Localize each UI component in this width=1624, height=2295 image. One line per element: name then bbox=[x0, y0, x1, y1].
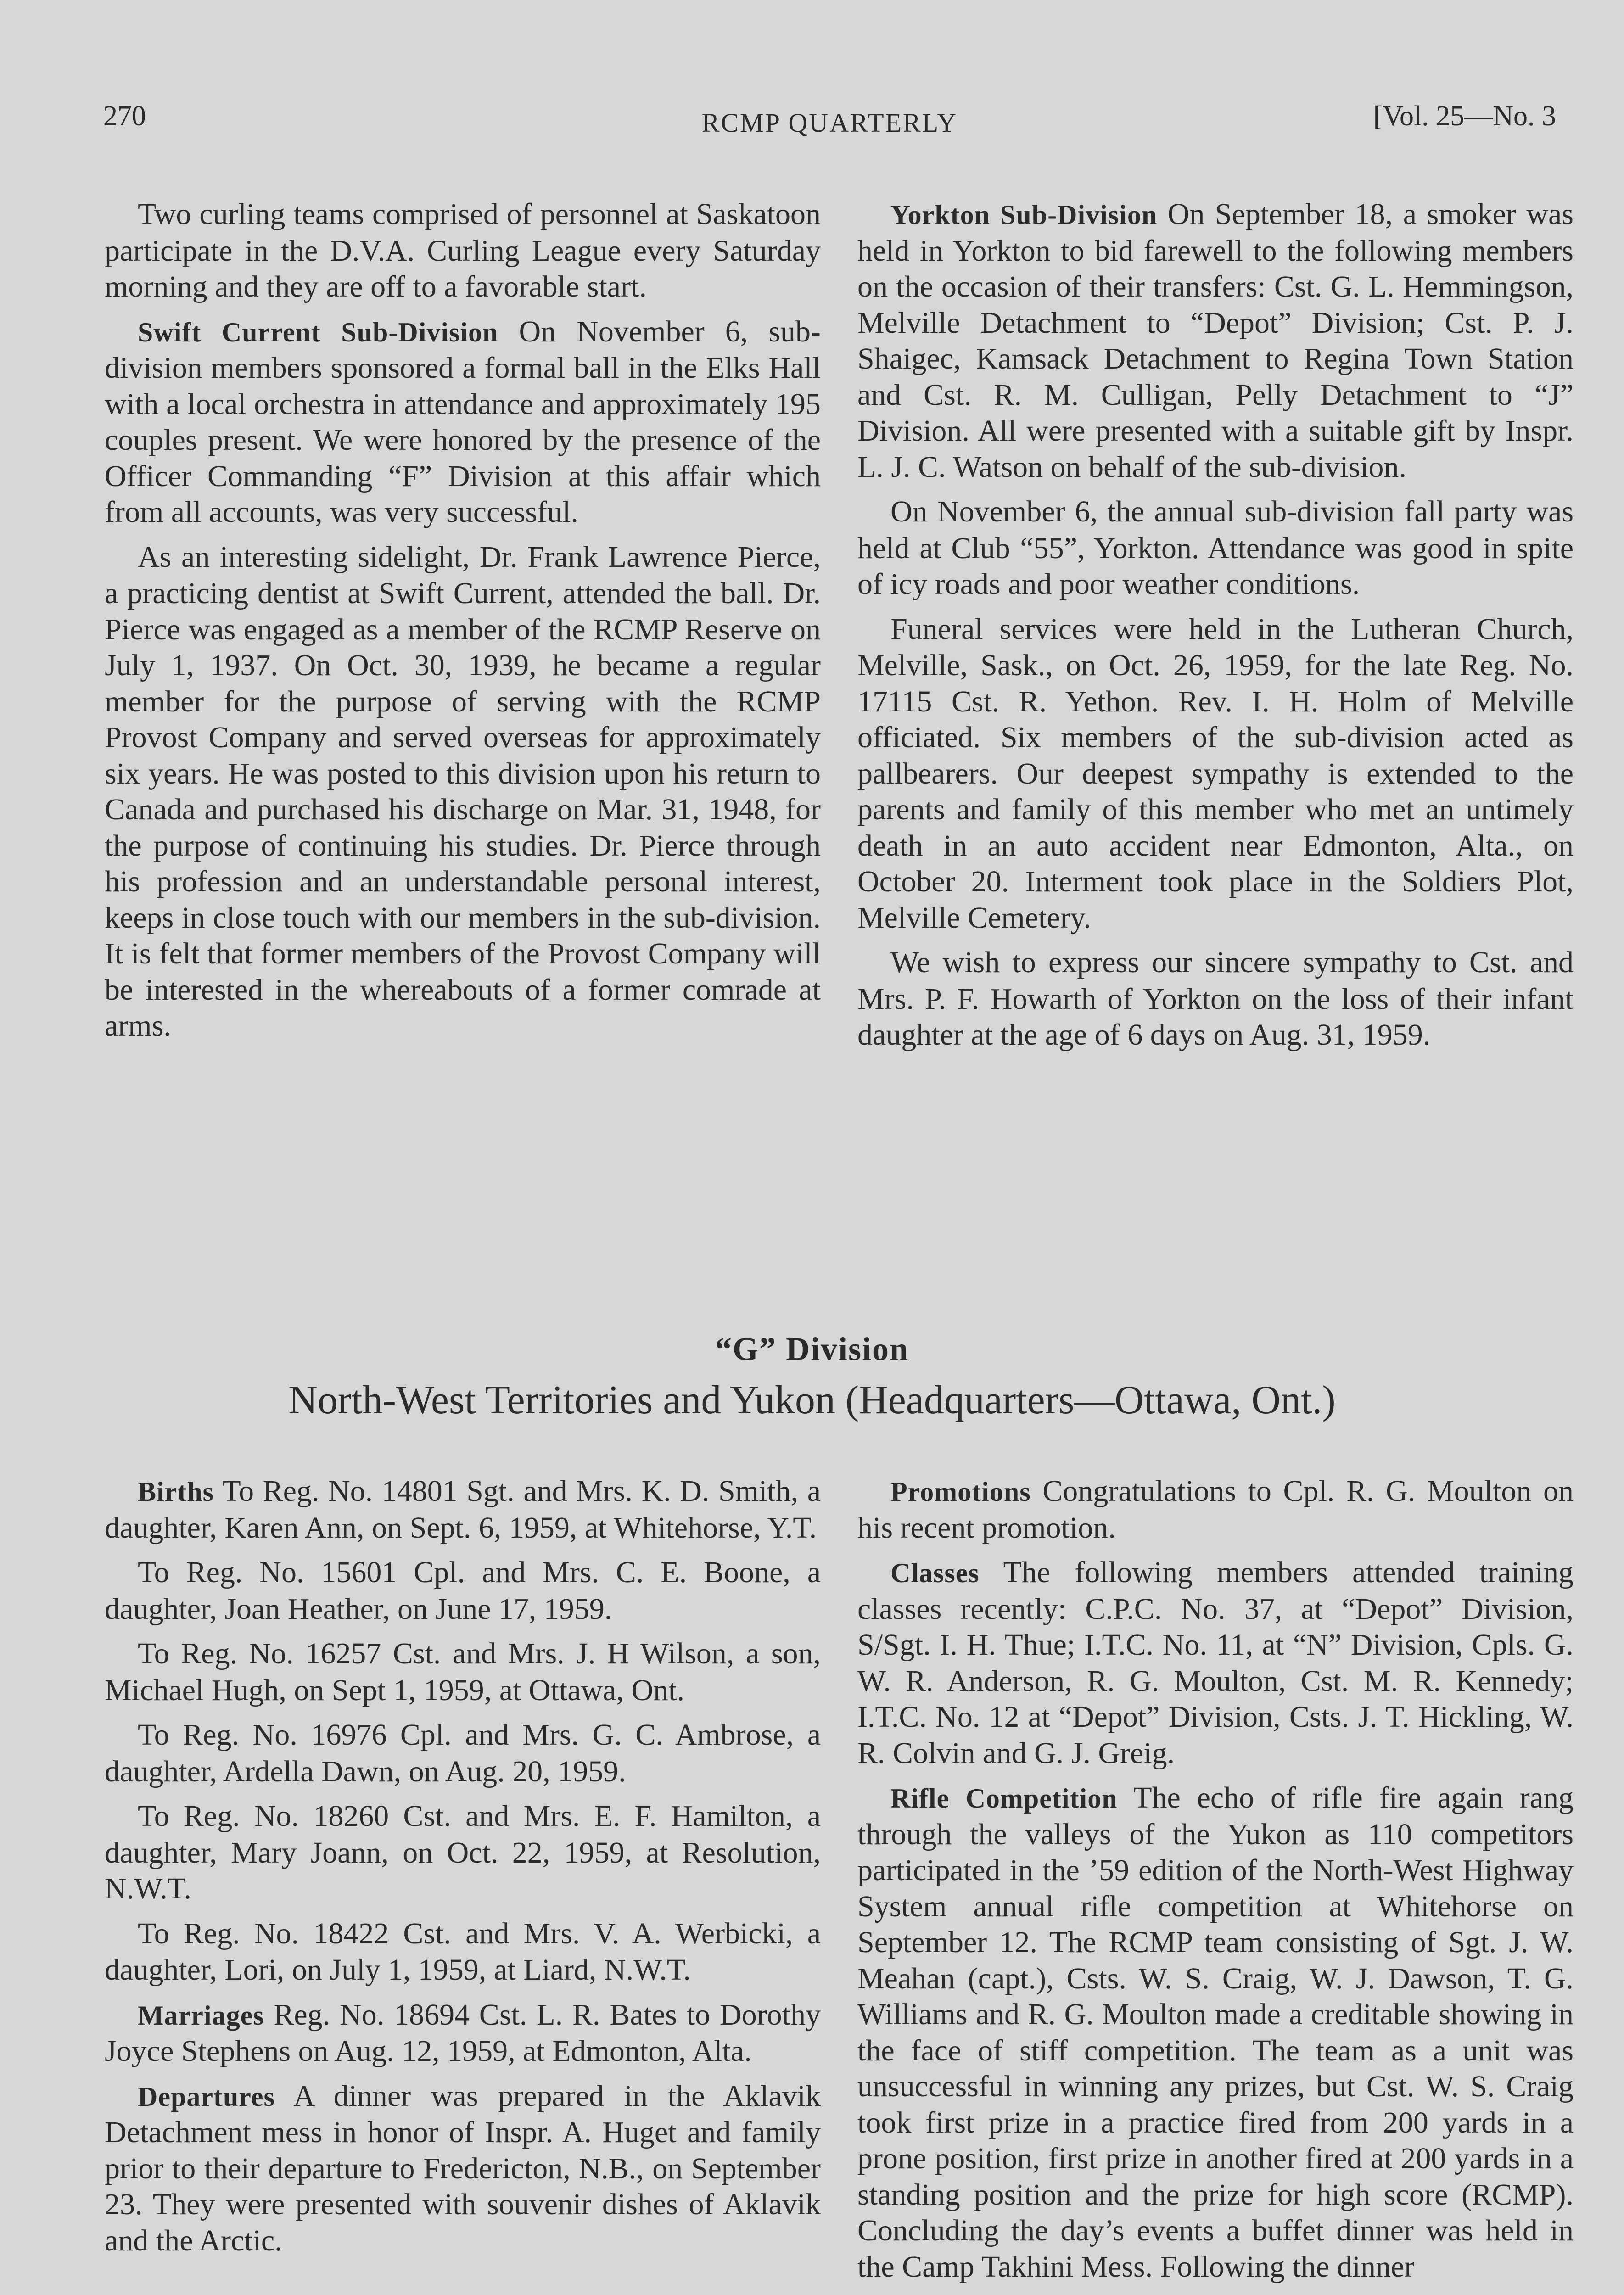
paragraph bbox=[105, 1555, 821, 1627]
paragraph-text: To Reg. No. 14801 Sgt. and Mrs. K. D. Smith, a daughter, Karen Ann, on Sept. 6, 1959, at Whitehorse, Y.T. bbox=[105, 1474, 821, 1545]
paragraph-text: Funeral services were held in the Lutheran Church, Melville, Sask., on Oct. 26, 1959, for the late Reg. No. 17115 Cst. R. Yethon. Rev. I. H. Holm of Melville officiated. Six members of the sub-division acted as pallbearers. Our deepest sympathy is extended to the parents and family of this member who met an untimely death in an auto accident near Edmonton, Alta., on October 20. Interment took place in the Soldiers Plot, Melville Cemetery. bbox=[857, 612, 1574, 935]
paragraph-lead: Marriages bbox=[138, 2000, 264, 2031]
running-header bbox=[103, 100, 1556, 141]
paragraph bbox=[105, 1636, 821, 1708]
paragraph bbox=[105, 539, 821, 1044]
paragraph bbox=[857, 945, 1574, 1053]
paragraph bbox=[105, 1717, 821, 1790]
paragraph bbox=[857, 494, 1574, 603]
division-heading: “G” Division bbox=[715, 1331, 909, 1367]
column-bottom-left bbox=[105, 1473, 821, 2267]
paragraph bbox=[105, 1916, 821, 1988]
paragraph bbox=[105, 314, 821, 531]
paragraph-text: A dinner was prepared in the Aklavik Detachment mess in honor of Inspr. A. Huget and family prior to their departure to Fredericton, N.B., on September 23. They were presented with souvenir dishes of Aklavik and the Arctic. bbox=[105, 2079, 821, 2257]
paragraph bbox=[857, 1780, 1574, 2285]
page-number: 270 bbox=[103, 101, 146, 132]
paragraph-text: To Reg. No. 16976 Cpl. and Mrs. G. C. Ambrose, a daughter, Ardella Dawn, on Aug. 20, 1959. bbox=[105, 1718, 821, 1788]
paragraph-lead: Swift Current Sub-Division bbox=[138, 317, 498, 347]
paragraph-text: The following members attended training classes recently: C.P.C. No. 37, at “Depot” Division, S/Sgt. I. H. Thue; I.T.C. No. 11, at “N” Division, Cpls. G. W. R. Anderson, R. G. Moulton, Cst. M. R. Kennedy; I.T.C. No. 12 at “Depot” Division, Csts. J. T. Hickling, W. R. Colvin and G. J. Greig. bbox=[857, 1556, 1574, 1770]
paragraph-text: To Reg. No. 15601 Cpl. and Mrs. C. E. Boone, a daughter, Joan Heather, on June 17, 1959. bbox=[105, 1556, 821, 1626]
paragraph-text: On November 6, the annual sub-division fall party was held at Club “55”, Yorkton. Attendance was good in spite of icy roads and poor weather conditions. bbox=[857, 495, 1574, 601]
paragraph-lead: Yorkton Sub-Division bbox=[890, 200, 1158, 230]
paragraph-text: To Reg. No. 18422 Cst. and Mrs. V. A. Werbicki, a daughter, Lori, on July 1, 1959, at Liard, N.W.T. bbox=[105, 1916, 821, 1987]
paragraph bbox=[857, 1473, 1574, 1546]
paragraph bbox=[857, 196, 1574, 485]
paragraph-text: The echo of rifle fire again rang through the valleys of the Yukon as 110 competitors participated in the ’59 edition of the North-West Highway System annual rifle competition at Whitehorse on September 12. The RCMP team consisting of Sgt. J. W. Meahan (capt.), Csts. W. S. Craig, W. J. Dawson, T. G. Williams and R. G. Moulton made a creditable showing in the face of stiff competition. The team as a unit was unsuccessful in winning any prizes, but Cst. W. S. Craig took first prize in a practice fired from 200 yards in a prone position, first prize in another fired at 200 yards in a standing position and the prize for high score (RCMP). Concluding the day’s events a buffet dinner was held in the Camp Takhini Mess. Following the dinner bbox=[857, 1781, 1574, 2284]
column-top-left bbox=[105, 196, 821, 1053]
paragraph-lead: Rifle Competition bbox=[890, 1783, 1118, 1814]
column-bottom-right bbox=[857, 1473, 1574, 2294]
column-top-right bbox=[857, 196, 1574, 1062]
paragraph bbox=[105, 196, 821, 305]
paragraph bbox=[105, 1997, 821, 2070]
paragraph bbox=[857, 611, 1574, 936]
paragraph-text: Two curling teams comprised of personnel at Saskatoon participate in the D.V.A. Curling League every Saturday morning and they are off to a favorable start. bbox=[105, 197, 821, 303]
paragraph-text: Reg. No. 18694 Cst. L. R. Bates to Dorothy Joyce Stephens on Aug. 12, 1959, at Edmonton, Alta. bbox=[105, 1998, 821, 2068]
paragraph-text: We wish to express our sincere sympathy to Cst. and Mrs. P. F. Howarth of Yorkton on the loss of their infant daughter at the age of 6 days on Aug. 31, 1959. bbox=[857, 946, 1574, 1052]
paragraph bbox=[105, 2078, 821, 2259]
paragraph bbox=[857, 1555, 1574, 1771]
division-subheading: North-West Territories and Yukon (Headquarters—Ottawa, Ont.) bbox=[288, 1378, 1336, 1422]
paragraph-lead: Births bbox=[138, 1477, 214, 1507]
paragraph-text: On November 6, sub-division members sponsored a formal ball in the Elks Hall with a local orchestra in attendance and approximately 195 couples present. We were honored by the presence of the Officer Commanding “F” Division at this affair which from all accounts, was very successful. bbox=[105, 314, 821, 529]
paragraph-text: Congratulations to Cpl. R. G. Moulton on his recent promotion. bbox=[857, 1474, 1574, 1545]
paragraph-lead: Promotions bbox=[890, 1477, 1031, 1507]
paragraph bbox=[105, 1798, 821, 1907]
volume-label: [Vol. 25—No. 3 bbox=[1373, 101, 1556, 132]
paragraph-lead: Departures bbox=[138, 2081, 275, 2112]
paragraph-text: To Reg. No. 16257 Cst. and Mrs. J. H Wilson, a son, Michael Hugh, on Sept 1, 1959, at Ottawa, Ont. bbox=[105, 1637, 821, 1707]
paragraph-lead: Classes bbox=[890, 1558, 980, 1588]
paragraph bbox=[105, 1473, 821, 1546]
running-title: RCMP QUARTERLY bbox=[701, 108, 958, 138]
paragraph-text: To Reg. No. 18260 Cst. and Mrs. E. F. Hamilton, a daughter, Mary Joann, on Oct. 22, 1959, at Resolution, N.W.T. bbox=[105, 1799, 821, 1905]
paragraph-text: As an interesting sidelight, Dr. Frank Lawrence Pierce, a practicing dentist at Swift Current, attended the ball. Dr. Pierce was engaged as a member of the RCMP Reserve on July 1, 1937. On Oct. 30, 1939, he became a regular member for the purpose of serving with the RCMP Provost Company and served overseas for approximately six years. He was posted to this division upon his return to Canada and purchased his discharge on Mar. 31, 1948, for the purpose of continuing his studies. Dr. Pierce through his profession and an understandable personal interest, keeps in close touch with our members in the sub-division. It is felt that former members of the Provost Company will be interested in the whereabouts of a former comrade at arms. bbox=[105, 540, 821, 1042]
paragraph-text: On September 18, a smoker was held in Yorkton to bid farewell to the following members on the occasion of their transfers: Cst. G. L. Hemmingson, Melville Detachment to “Depot” Division; Cst. P. J. Shaigec, Kamsack Detachment to Regina Town Station and Cst. R. M. Culligan, Pelly Detachment to “J” Division. All were presented with a suitable gift by Inspr. L. J. C. Watson on behalf of the sub-division. bbox=[857, 197, 1574, 484]
